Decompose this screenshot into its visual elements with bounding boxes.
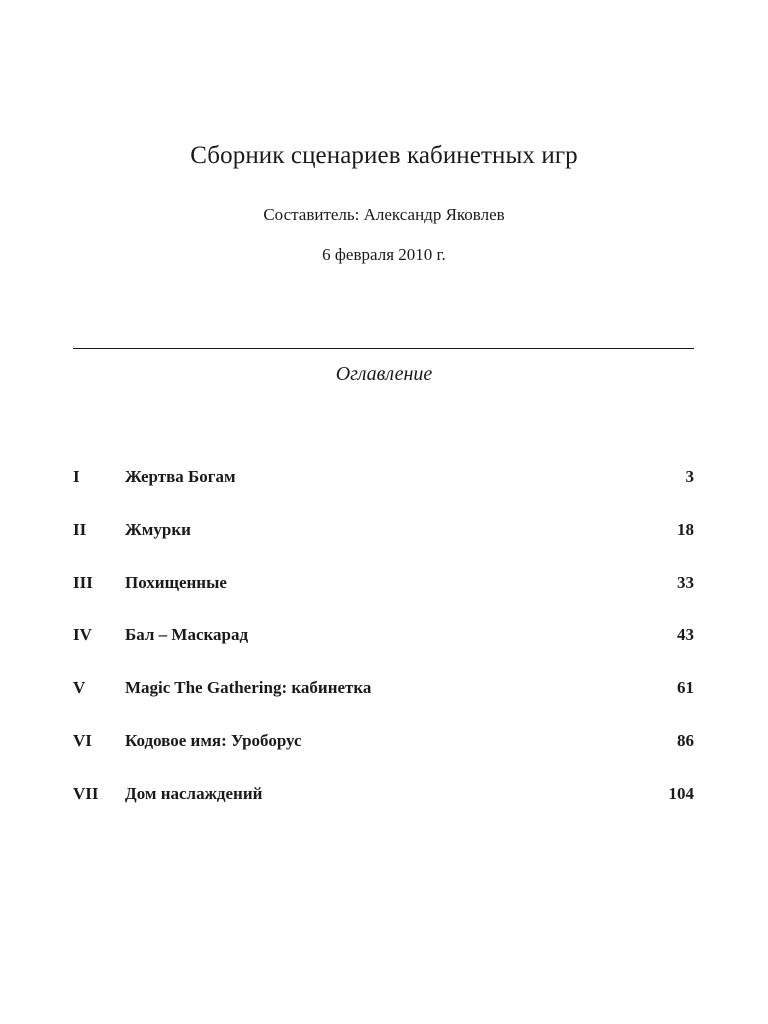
toc-entry-number: VI — [73, 730, 92, 750]
toc-entry-page: 3 — [685, 467, 694, 486]
document-title: Сборник сценариев кабинетных игр — [190, 142, 578, 169]
toc-entry[interactable] — [73, 784, 694, 837]
toc-entry-number: I — [73, 467, 80, 486]
toc-entry-page: 86 — [677, 730, 694, 750]
toc-entry[interactable] — [73, 678, 694, 731]
toc-entry-number: VII — [73, 783, 99, 803]
toc-entry-title: Похищенные — [125, 572, 227, 592]
toc-entry-title: Жертва Богам — [125, 467, 236, 486]
toc-entry[interactable] — [73, 573, 694, 626]
toc-entry-title: Бал – Маскарад — [125, 625, 249, 645]
toc-entry-title: Кодовое имя: Уроборус — [125, 730, 302, 750]
table-of-contents — [73, 467, 694, 837]
toc-entry-page: 61 — [677, 678, 694, 698]
toc-entry[interactable] — [73, 625, 694, 678]
toc-entry-number: IV — [73, 625, 92, 645]
toc-entry-page: 43 — [677, 625, 694, 645]
toc-entry[interactable] — [73, 731, 694, 784]
toc-heading: Оглавление — [335, 363, 433, 385]
toc-entry-page: 18 — [677, 519, 694, 539]
toc-entry-title: Magic The Gathering: кабинетка — [125, 678, 372, 698]
toc-entry-title: Дом наслаждений — [125, 783, 263, 803]
toc-entry[interactable] — [73, 467, 694, 520]
toc-entry[interactable] — [73, 520, 694, 573]
toc-entry-number: III — [73, 572, 93, 592]
document-date: 6 февраля 2010 г. — [322, 245, 446, 264]
toc-entry-page: 104 — [668, 783, 694, 803]
toc-entry-title: Жмурки — [125, 519, 191, 539]
horizontal-rule — [73, 348, 694, 349]
toc-entry-number: V — [73, 678, 86, 698]
toc-entry-number: II — [73, 519, 87, 539]
toc-entry-page: 33 — [677, 572, 694, 592]
document-author: Составитель: Александр Яковлев — [263, 205, 505, 224]
